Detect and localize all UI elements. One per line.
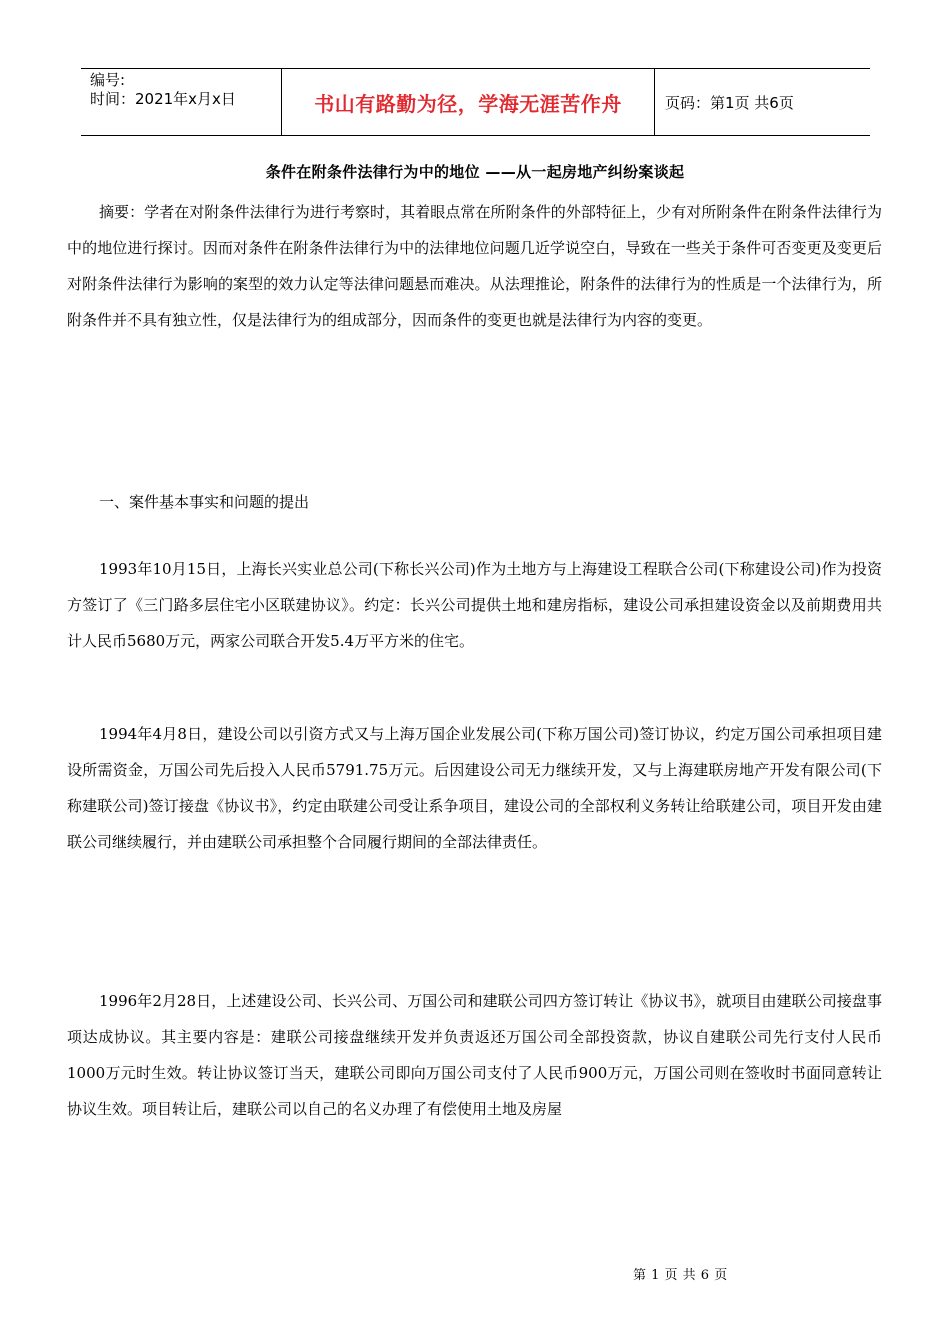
paragraph-1993: 1993年10月15日，上海长兴实业总公司(下称长兴公司)作为土地方与上海建设工程联合公司(下称建设公司)作为投资方签订了《三门路多层住宅小区联建协议》。约定：长兴公司提供土地和建房指标，建设公司承担建设资金以及前期费用共计人民币5680万元，两家公司联合开发5.4万平方米的住宅。 bbox=[67, 560, 882, 650]
abstract-block bbox=[67, 194, 882, 338]
paragraph-1996: 1996年2月28日，上述建设公司、长兴公司、万国公司和建联公司四方签订转让《协议书》，就项目由建联公司接盘事项达成协议。其主要内容是：建联公司接盘继续开发并负责返还万国公司全部投资款，协议自建联公司先行支付人民币1000万元时生效。转让协议签订当天，建联公司即向万国公司支付了人民币900万元，万国公司则在签收时书面同意转让协议生效。项目转让后，建联公司以自己的名义办理了有偿使用土地及房屋 bbox=[67, 992, 882, 1118]
section-heading-block bbox=[67, 484, 882, 520]
paragraph-block-1996 bbox=[67, 983, 882, 1127]
document-title: 条件在附条件法律行为中的地位 ——从一起房地产纠纷案谈起 bbox=[265, 163, 685, 181]
paragraph-abstract: 摘要：学者在对附条件法律行为进行考察时，其着眼点常在所附条件的外部特征上，少有对所附条件在附条件法律行为中的地位进行探讨。因而对条件在附条件法律行为中的法律地位问题几近学说空白，导致在一些关于条件可否变更及变更后对附条件法律行为影响的案型的效力认定等法律问题悬而难决。从法理推论，附条件的法律行为的性质是一个法律行为，所附条件并不具有独立性，仅是法律行为的组成部分，因而条件的变更也就是法律行为内容的变更。 bbox=[67, 203, 882, 329]
section-heading: 一、案件基本事实和问题的提出 bbox=[99, 493, 310, 511]
header-motto: 书山有路勤为径，学海无涯苦作舟 bbox=[282, 69, 655, 135]
header-page-info: 页码：第1页 共6页 bbox=[665, 93, 794, 112]
document-time-label: 时间：2021年x月x日 bbox=[90, 90, 236, 108]
header-left-cell bbox=[81, 69, 282, 135]
paragraph-block-1993 bbox=[67, 551, 882, 659]
header-table bbox=[81, 68, 870, 136]
paragraph-block-1994 bbox=[67, 716, 882, 860]
page-footer: 第 1 页 共 6 页 bbox=[633, 1268, 728, 1283]
paragraph-1994: 1994年4月8日，建设公司以引资方式又与上海万国企业发展公司(下称万国公司)签订协议，约定万国公司承担项目建设所需资金，万国公司先后投入人民币5791.75万元。后因建设公司无力继续开发，又与上海建联房地产开发有限公司(下称建联公司)签订接盘《协议书》，约定由联建公司受让系争项目，建设公司的全部权利义务转让给联建公司，项目开发由建联公司继续履行，并由建联公司承担整个合同履行期间的全部法律责任。 bbox=[67, 725, 882, 851]
document-number-label: 编号: bbox=[90, 71, 126, 89]
